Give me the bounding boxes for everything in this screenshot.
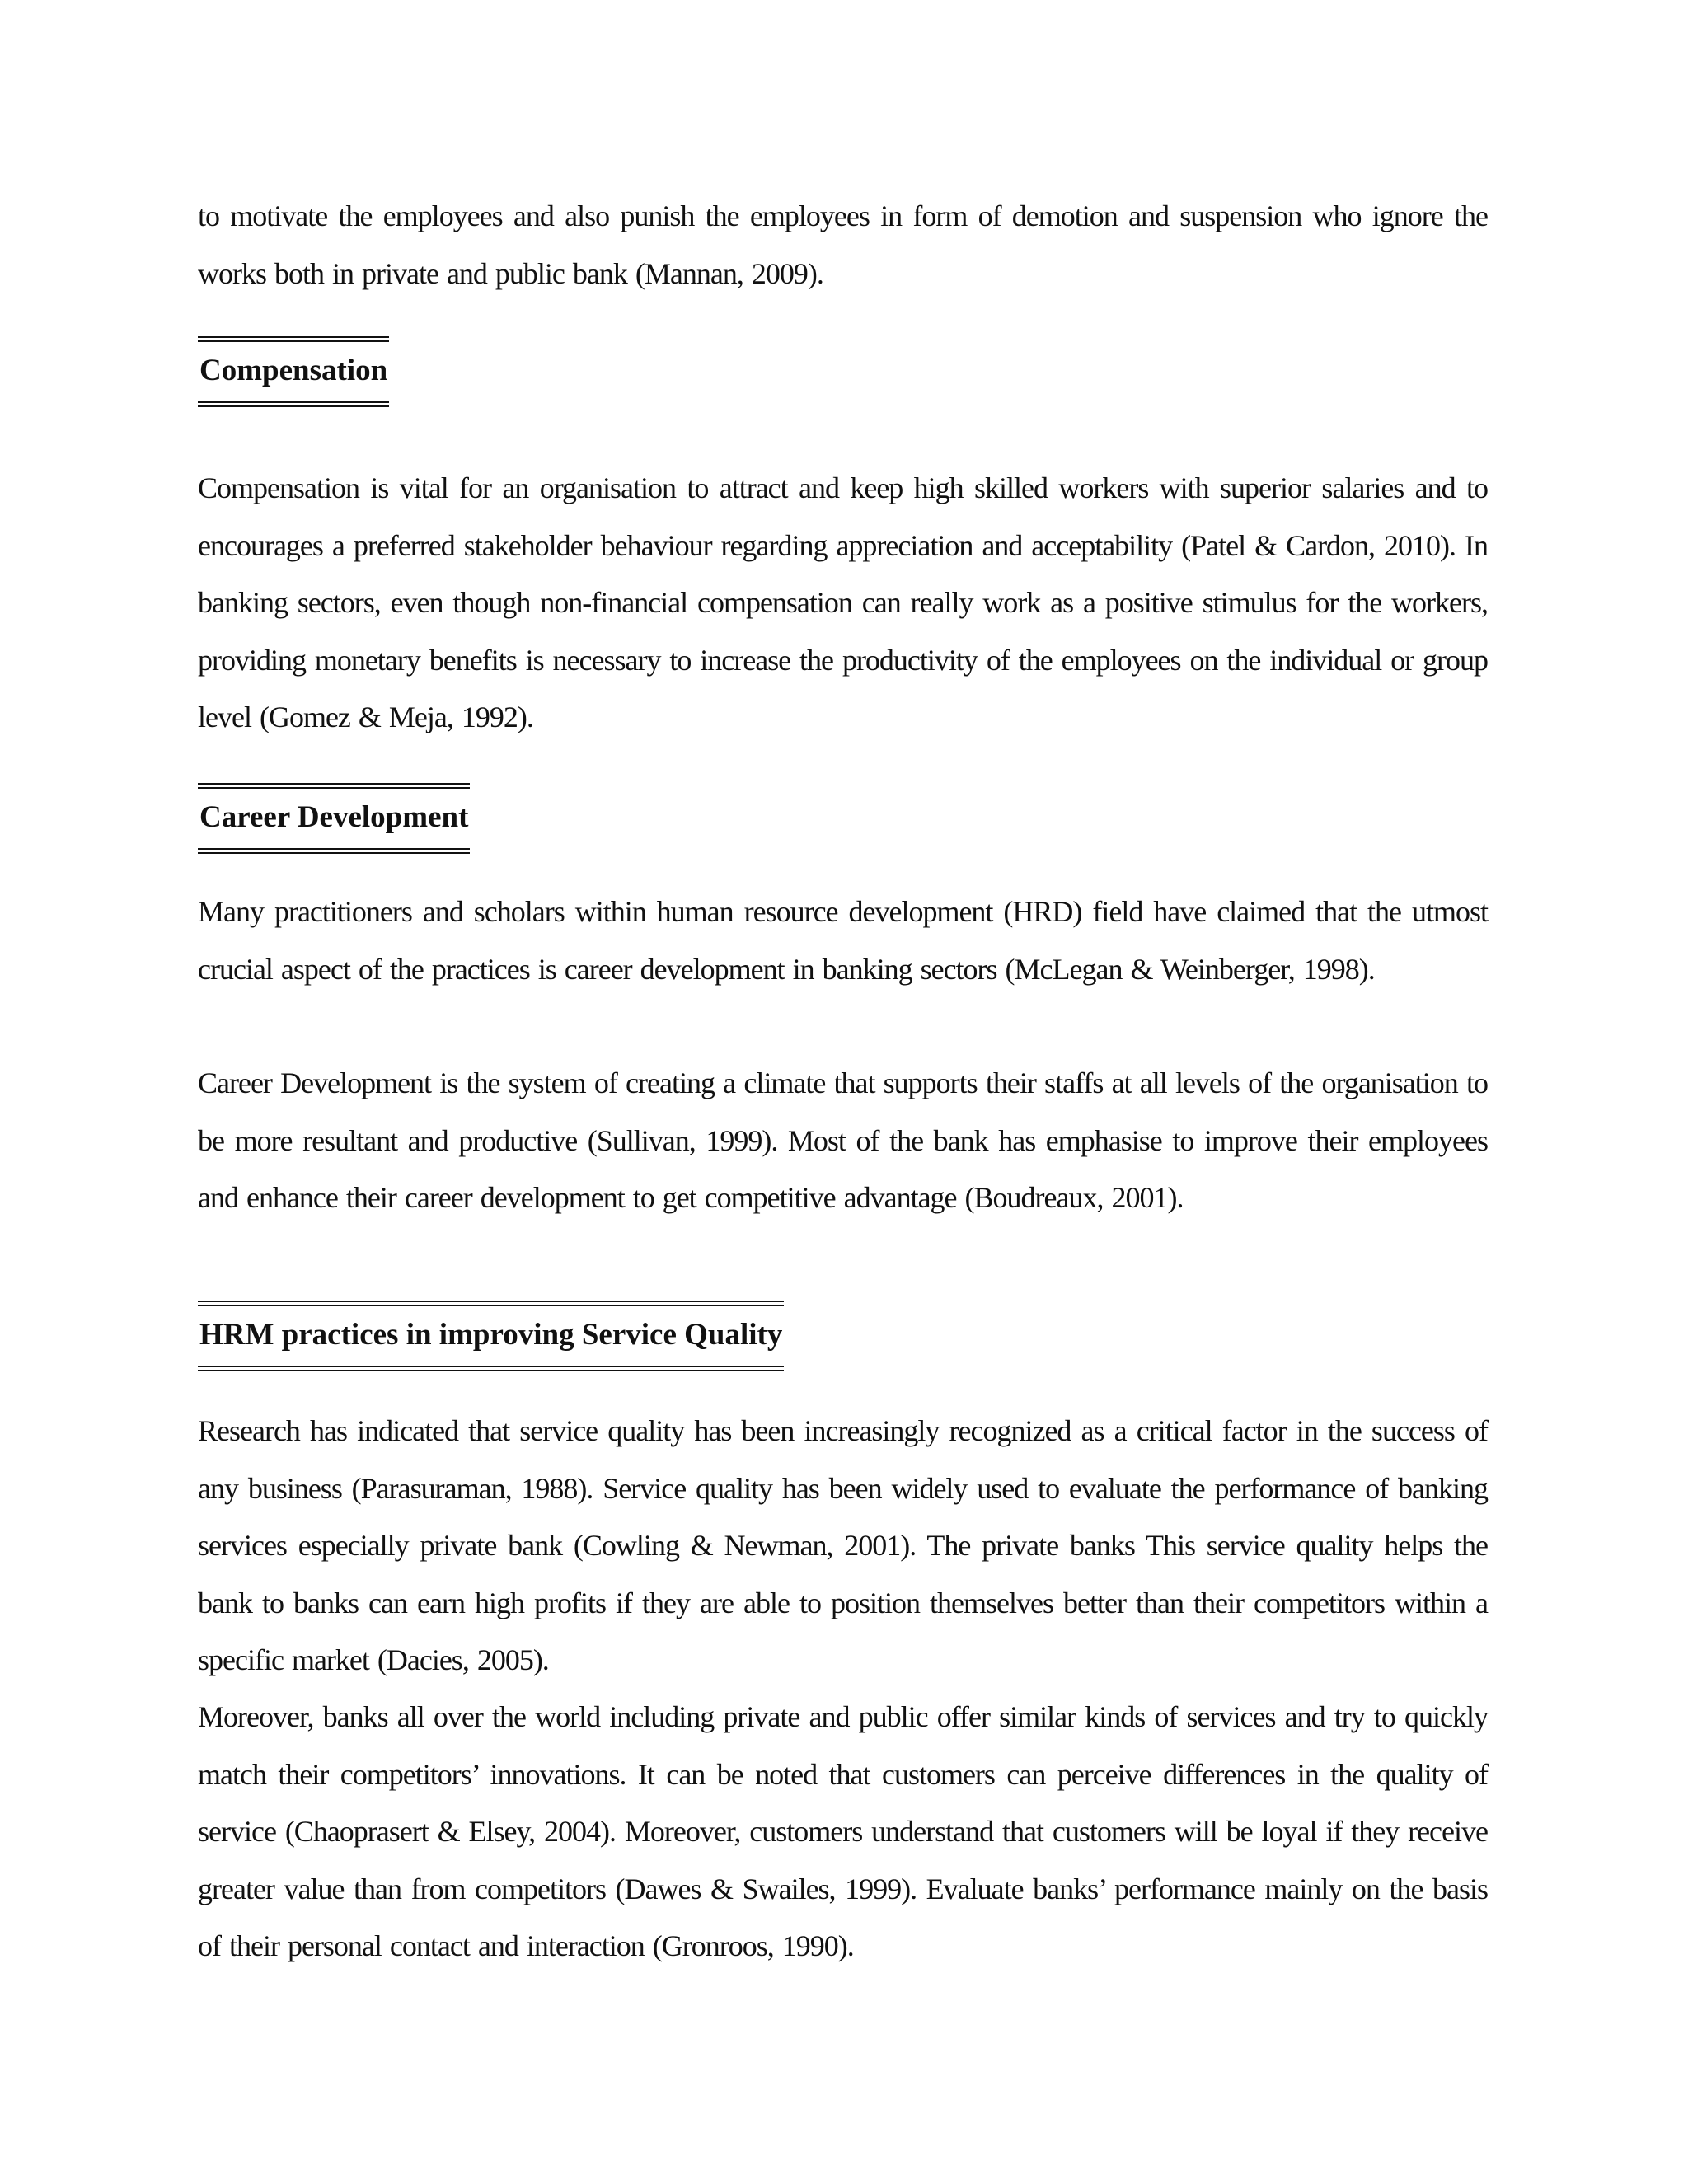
heading-compensation xyxy=(198,336,389,407)
section-heading: Career Development xyxy=(199,800,469,834)
heading-rule-top xyxy=(198,336,389,342)
section-heading: Compensation xyxy=(199,354,388,387)
heading-rule-bottom xyxy=(198,848,470,854)
heading-rule-bottom xyxy=(198,401,389,407)
heading-rule-bottom xyxy=(198,1366,784,1371)
career-paragraph-2-block xyxy=(198,1055,1488,1227)
heading-rule-top xyxy=(198,783,470,789)
hrm-paragraph-1: Research has indicated that service quality has been increasingly recognized as a critical factor in the success of any business (Parasuraman, 1988). Service quality has been widely used to evaluate the performance of banking services especially private bank (Cowling & Newman, 2001). The private banks This service quality helps the bank to banks can earn high profits if they are able to position themselves better than their competitors within a specific market (Dacies, 2005). xyxy=(198,1414,1488,1676)
compensation-paragraph-block xyxy=(198,460,1488,747)
section-heading: HRM practices in improving Service Quality xyxy=(199,1318,783,1352)
career-paragraph-2: Career Development is the system of creating a climate that supports their staffs at all levels of the organisation to be more resultant and productive (Sullivan, 1999). Most of the bank has emphasise to improve their employees and enhance their career development to get competitive advantage (Boudreaux, 2001). xyxy=(198,1066,1488,1214)
heading-hrm-service-quality xyxy=(198,1301,784,1371)
heading-rule-top xyxy=(198,1301,784,1306)
hrm-paragraph-1-block xyxy=(198,1403,1488,1690)
compensation-paragraph: Compensation is vital for an organisation to attract and keep high skilled workers with superior salaries and to encourages a preferred stakeholder behaviour regarding appreciation and acceptability (Patel & Cardon, 2010). In banking sectors, even though non-financial compensation can really work as a positive stimulus for the workers, providing monetary benefits is necessary to increase the productivity of the employees on the individual or group level (Gomez & Meja, 1992). xyxy=(198,471,1488,733)
intro-paragraph: to motivate the employees and also punish the employees in form of demotion and suspension who ignore the works both in private and public bank (Mannan, 2009). xyxy=(198,199,1488,290)
hrm-paragraph-2-block xyxy=(198,1689,1488,1975)
career-paragraph-1-block xyxy=(198,883,1488,998)
intro-paragraph-block xyxy=(198,188,1488,302)
hrm-paragraph-2: Moreover, banks all over the world including private and public offer similar kinds of services and try to quickly match their competitors’ innovations. It can be noted that customers can perceive differences in the quality of service (Chaoprasert & Elsey, 2004). Moreover, customers understand that customers will be loyal if they receive greater value than from competitors (Dawes & Swailes, 1999). Evaluate banks’ performance mainly on the basis of their personal contact and interaction (Gronroos, 1990). xyxy=(198,1700,1488,1962)
career-paragraph-1: Many practitioners and scholars within human resource development (HRD) field have claimed that the utmost crucial aspect of the practices is career development in banking sectors (McLegan & Weinberger, 1998). xyxy=(198,895,1488,986)
heading-career-development xyxy=(198,783,470,854)
